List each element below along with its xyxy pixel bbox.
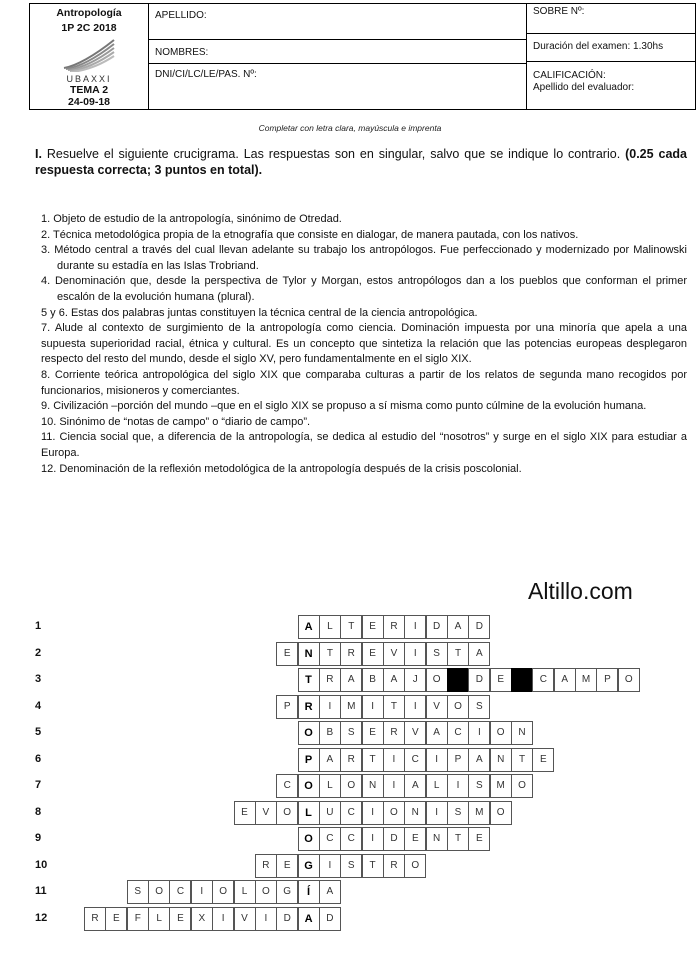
crossword-cell[interactable]: C — [169, 880, 191, 904]
clue-item: 2. Técnica metodológica propia de la etnografía que consiste en dialogar, de manera pautada, con los nativos. — [41, 228, 579, 241]
crossword-cell[interactable]: E — [404, 827, 426, 851]
crossword-cell[interactable]: A — [426, 721, 448, 745]
crossword-cell[interactable]: J — [404, 668, 426, 692]
crossword-cell[interactable]: D — [319, 907, 341, 931]
duracion-cell — [527, 34, 695, 62]
clue-item: 5 y 6. Estas dos palabras juntas constituyen la técnica central de la ciencia antropológica. — [41, 306, 478, 319]
crossword-cell[interactable]: I — [319, 695, 341, 719]
crossword-cell[interactable]: N — [426, 827, 448, 851]
course-period: 1P 2C 2018 — [61, 22, 117, 34]
row-number: 5 — [35, 726, 42, 738]
crossword-cell[interactable]: N — [404, 801, 426, 825]
crossword-cell[interactable]: V — [255, 801, 277, 825]
crossword-cell[interactable]: O — [511, 774, 533, 798]
row-number: 3 — [35, 673, 42, 685]
crossword-cell[interactable]: I — [212, 907, 234, 931]
row-number: 9 — [35, 832, 42, 844]
exam-date: 24-09-18 — [67, 96, 111, 108]
clue-list — [35, 212, 687, 477]
crossword-cell[interactable]: D — [426, 615, 448, 639]
crossword-cell[interactable]: R — [383, 721, 405, 745]
crossword-cell[interactable]: I — [426, 748, 448, 772]
apellido-label: APELLIDO: — [155, 10, 207, 21]
clue-item: 10. Sinónimo de “notas de campo” o “diario de campo”. — [41, 415, 311, 428]
black-cell — [511, 668, 533, 692]
crossword-cell[interactable]: T — [383, 695, 405, 719]
crossword-cell[interactable]: C — [447, 721, 469, 745]
crossword-cell[interactable]: R — [383, 615, 405, 639]
crossword-cell[interactable]: I — [362, 827, 384, 851]
crossword-cell[interactable]: P — [447, 748, 469, 772]
evaluador-label: Apellido del evaluador: — [533, 82, 635, 93]
crossword-cell[interactable]: B — [319, 721, 341, 745]
crossword-cell[interactable]: E — [362, 642, 384, 666]
clue-item: 8. Corriente teórica antropológica del siglo XIX que comparaba culturas a partir de los relatos de segunda mano recogidos por funcionarios, misioneros y comerciantes. — [41, 368, 687, 397]
crossword-cell[interactable]: M — [490, 774, 512, 798]
crossword-cell[interactable]: C — [319, 827, 341, 851]
crossword-cell[interactable]: O — [490, 801, 512, 825]
crossword-cell[interactable]: A — [404, 774, 426, 798]
crossword-cell[interactable]: M — [468, 801, 490, 825]
crossword-cell[interactable]: T — [447, 827, 469, 851]
crossword-cell[interactable]: I — [468, 721, 490, 745]
crossword-cell[interactable]: T — [511, 748, 533, 772]
crossword-cell[interactable]: R — [319, 668, 341, 692]
clue-item: 9. Civilización –porción del mundo –que en el siglo XIX se propuso a sí misma como punto cúlmine de la evolución humana. — [41, 400, 647, 413]
crossword-cell[interactable]: A — [298, 907, 320, 931]
crossword-cell[interactable]: I — [362, 801, 384, 825]
crossword-cell[interactable]: A — [383, 668, 405, 692]
crossword-cell[interactable]: I — [404, 695, 426, 719]
crossword-cell[interactable]: E — [362, 721, 384, 745]
crossword-cell[interactable]: B — [362, 668, 384, 692]
crossword-cell[interactable]: O — [276, 801, 298, 825]
crossword-cell[interactable]: T — [447, 642, 469, 666]
crossword-cell[interactable]: N — [490, 748, 512, 772]
dni-field[interactable] — [149, 64, 527, 109]
crossword-cell[interactable]: N — [298, 642, 320, 666]
crossword-cell[interactable]: C — [276, 774, 298, 798]
crossword-cell[interactable]: D — [276, 907, 298, 931]
nombres-label: NOMBRES: — [155, 47, 209, 58]
row-number: 12 — [35, 911, 48, 924]
crossword-cell[interactable]: L — [319, 774, 341, 798]
crossword-cell[interactable]: R — [255, 854, 277, 878]
crossword-cell[interactable]: O — [298, 827, 320, 851]
crossword-cell[interactable]: L — [298, 801, 320, 825]
crossword-cell[interactable]: S — [340, 721, 362, 745]
course-name: Antropología — [56, 7, 122, 19]
crossword-cell[interactable]: P — [276, 695, 298, 719]
crossword-cell[interactable]: I — [362, 695, 384, 719]
crossword-cell[interactable]: S — [340, 854, 362, 878]
crossword-cell[interactable]: A — [340, 668, 362, 692]
crossword-cell[interactable]: D — [468, 615, 490, 639]
crossword-cell[interactable]: L — [426, 774, 448, 798]
row-number: 4 — [35, 699, 42, 712]
crossword-cell[interactable]: R — [340, 748, 362, 772]
fill-instruction-note: Completar con letra clara, mayúscula e imprenta — [258, 123, 442, 133]
clue-item: 3. Método central a través del cual llevan adelante su trabajo los antropólogos. Fue perfeccionado y modernizado por Malinowski durante su estadía en las Islas Trobriand. — [41, 244, 687, 272]
watermark: Altillo.com — [528, 578, 633, 604]
row-number: 8 — [35, 805, 42, 818]
clue-item: 1. Objeto de estudio de la antropología, sinónimo de Otredad. — [41, 213, 342, 225]
crossword-cell[interactable]: M — [575, 668, 597, 692]
crossword-cell[interactable]: T — [298, 668, 320, 692]
crossword-cell[interactable]: I — [404, 642, 426, 666]
crossword-cell[interactable]: V — [426, 695, 448, 719]
crossword-cell[interactable]: G — [276, 880, 298, 904]
crossword-cell[interactable]: D — [383, 827, 405, 851]
nombres-field[interactable] — [149, 40, 527, 64]
crossword-cell[interactable]: S — [468, 695, 490, 719]
crossword-cell[interactable]: E — [362, 615, 384, 639]
clue-item: 11. Ciencia social que, a diferencia de la antropología, se dedica al estudio del “nosotros” y surge en el siglo XIX para estudiar a Europa. — [41, 431, 687, 459]
calificacion-field[interactable] — [527, 62, 695, 109]
ubaxxi-logo-icon — [62, 38, 116, 72]
black-cell — [447, 668, 469, 692]
row-number: 7 — [35, 779, 42, 791]
exercise-number: I. — [35, 147, 42, 161]
crossword-cell[interactable]: I — [383, 748, 405, 772]
crossword-cell[interactable]: I — [191, 880, 213, 904]
crossword-cell[interactable]: R — [84, 907, 106, 931]
exam-header — [29, 3, 696, 110]
crossword-cell[interactable]: M — [340, 695, 362, 719]
crossword-cell[interactable]: O — [298, 774, 320, 798]
crossword-cell[interactable]: O — [404, 854, 426, 878]
duracion-label: Duración del examen: 1.30hs — [533, 41, 664, 52]
crossword-cell[interactable]: A — [319, 748, 341, 772]
crossword-cell[interactable]: O — [490, 721, 512, 745]
crossword-cell[interactable]: L — [319, 615, 341, 639]
crossword-cell[interactable]: O — [148, 880, 170, 904]
crossword-cell[interactable]: R — [383, 854, 405, 878]
clue-item: 12. Denominación de la reflexión metodológica de la antropología después de la crisis poscolonial. — [41, 462, 522, 475]
crossword-cell[interactable]: T — [319, 642, 341, 666]
row-number: 11 — [35, 885, 47, 897]
row-number: 6 — [35, 752, 42, 765]
crossword-cell[interactable]: I — [319, 854, 341, 878]
logo-block — [30, 4, 149, 109]
crossword-cell[interactable]: E — [532, 748, 554, 772]
crossword-cell[interactable]: I — [426, 801, 448, 825]
crossword-cell[interactable]: G — [298, 854, 320, 878]
crossword-cell[interactable]: R — [340, 642, 362, 666]
crossword-cell[interactable]: R — [298, 695, 320, 719]
crossword-cell[interactable]: L — [234, 880, 256, 904]
crossword-cell[interactable]: N — [362, 774, 384, 798]
crossword-cell[interactable]: O — [212, 880, 234, 904]
crossword-cell[interactable]: Í — [298, 880, 320, 904]
crossword-cell[interactable]: O — [255, 880, 277, 904]
crossword-cell[interactable]: O — [383, 801, 405, 825]
crossword-cell[interactable]: V — [383, 642, 405, 666]
crossword-cell[interactable]: S — [127, 880, 149, 904]
crossword-cell[interactable]: E — [276, 854, 298, 878]
crossword-cell[interactable]: E — [276, 642, 298, 666]
crossword-cell[interactable]: T — [362, 748, 384, 772]
crossword-cell[interactable]: V — [404, 721, 426, 745]
crossword-cell[interactable]: A — [468, 748, 490, 772]
exam-tema: TEMA 2 — [69, 84, 109, 96]
crossword-cell[interactable]: O — [426, 668, 448, 692]
crossword-cell[interactable]: S — [426, 642, 448, 666]
crossword-cell[interactable]: E — [169, 907, 191, 931]
crossword-cell[interactable]: E — [490, 668, 512, 692]
crossword-cell[interactable]: L — [148, 907, 170, 931]
crossword-cell[interactable]: O — [340, 774, 362, 798]
sobre-label: SOBRE Nº: — [533, 6, 585, 17]
crossword-cell[interactable]: C — [340, 801, 362, 825]
crossword-cell[interactable]: T — [340, 615, 362, 639]
crossword-cell[interactable]: S — [447, 801, 469, 825]
brand-name: UBAXXI — [66, 74, 112, 84]
crossword-cell[interactable]: S — [468, 774, 490, 798]
crossword-cell[interactable]: T — [362, 854, 384, 878]
crossword-cell[interactable]: A — [447, 615, 469, 639]
clue-item: 4. Denominación que, desde la perspectiva de Tylor y Morgan, estos antropólogos dan a los pueblos que conforman el primer escalón de la evolución humana (plural). — [41, 275, 687, 303]
row-number: 1 — [35, 620, 42, 632]
crossword-cell[interactable]: P — [298, 748, 320, 772]
crossword-cell[interactable]: P — [596, 668, 618, 692]
crossword-cell[interactable]: E — [468, 827, 490, 851]
crossword-cell[interactable]: A — [319, 880, 341, 904]
crossword-cell[interactable]: I — [447, 774, 469, 798]
crossword-cell[interactable]: I — [383, 774, 405, 798]
crossword-cell[interactable]: F — [127, 907, 149, 931]
exercise-instruction — [35, 146, 687, 178]
row-number: 10 — [35, 858, 48, 871]
row-number: 2 — [35, 646, 42, 659]
crossword-cell[interactable]: A — [554, 668, 576, 692]
crossword-cell[interactable]: V — [234, 907, 256, 931]
crossword-cell[interactable]: O — [298, 721, 320, 745]
sobre-field[interactable] — [527, 4, 695, 34]
crossword-cell[interactable]: E — [234, 801, 256, 825]
crossword-cell[interactable]: I — [404, 615, 426, 639]
crossword-cell[interactable]: D — [468, 668, 490, 692]
crossword-cell[interactable]: C — [340, 827, 362, 851]
crossword-cell[interactable]: C — [532, 668, 554, 692]
crossword-cell[interactable]: X — [191, 907, 213, 931]
crossword-cell[interactable]: I — [255, 907, 277, 931]
crossword-cell[interactable]: A — [468, 642, 490, 666]
crossword-cell[interactable]: E — [105, 907, 127, 931]
crossword-cell[interactable]: U — [319, 801, 341, 825]
exercise-points: (0.25 cada respuesta correcta; 3 puntos en total). — [35, 147, 687, 177]
clue-item: 7. Alude al contexto de surgimiento de la antropología como ciencia. Dominación impuesta por una minoría que apela a una supuesta superioridad racial, étnica y cultural. Es un concepto que sintetiza la relación que las potencias europeas desplegaron respecto del resto del mundo, desde el siglo XV, pero fundamentalmente en el siglo XIX. — [41, 322, 687, 366]
dni-label: DNI/CI/LC/LE/PAS. Nº: — [155, 69, 257, 80]
crossword-cell[interactable]: A — [298, 615, 320, 639]
calificacion-label: CALIFICACIÓN: — [533, 70, 606, 81]
apellido-field[interactable] — [149, 4, 527, 40]
crossword-cell[interactable]: N — [511, 721, 533, 745]
crossword-cell[interactable]: C — [404, 748, 426, 772]
exercise-text: Resuelve el siguiente crucigrama. Las respuestas son en singular, salvo que se indique lo contrario. — [41, 147, 626, 161]
crossword-cell[interactable]: O — [618, 668, 640, 692]
crossword-cell[interactable]: O — [447, 695, 469, 719]
